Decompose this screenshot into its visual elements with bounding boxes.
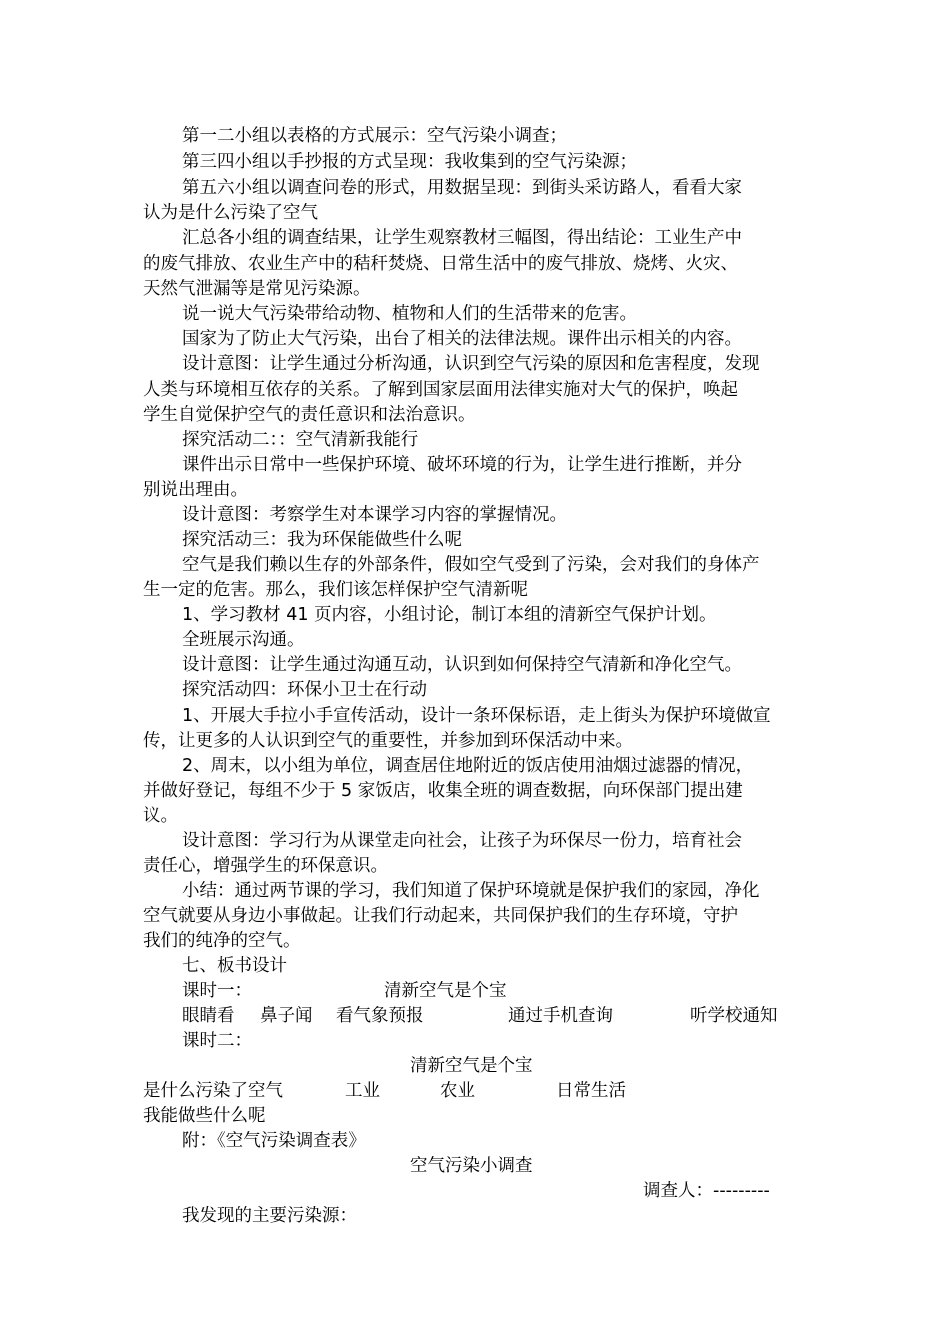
board-lesson1-label: 课时一： (182, 981, 252, 1001)
appendix-pollution-source-prompt: 我发现的主要污染源： (182, 1206, 357, 1226)
board-lesson2-row1-label: 是什么污染了空气 (143, 1081, 283, 1101)
paragraph-design-intent1-line1: 设计意图：让学生通过分析沟通，认识到空气污染的原因和危害程度，发现 (182, 354, 760, 374)
paragraph-group34: 第三四小组以手抄报的方式呈现：我收集到的空气污染源； (182, 152, 637, 172)
board-lesson2-row1-item: 日常生活 (556, 1081, 626, 1101)
board-lesson2-row2-label: 我能做些什么呢 (143, 1106, 266, 1126)
board-lesson2-row1-item: 工业 (345, 1081, 380, 1101)
paragraph-conclusion-line2: 空气就要从身边小事做起。让我们行动起来，共同保护我们的生存环境，守护 (143, 906, 738, 926)
appendix-title: 空气污染小调查 (410, 1156, 533, 1176)
paragraph-activity2-line1: 课件出示日常中一些保护环境、破坏环境的行为，让学生进行推断，并分 (182, 455, 742, 475)
paragraph-campaign-line1: 1、开展大手拉小手宣传活动，设计一条环保标语，走上街头为保护环境做宣 (182, 706, 771, 726)
paragraph-activity2-line2: 别说出理由。 (143, 480, 248, 500)
paragraph-activity3-line1: 空气是我们赖以生存的外部条件，假如空气受到了污染，会对我们的身体产 (182, 555, 760, 575)
board-lesson1-item: 眼睛看 (182, 1006, 235, 1026)
board-lesson2-title: 清新空气是个宝 (410, 1056, 533, 1076)
appendix-investigator: 调查人：--------- (643, 1181, 770, 1201)
paragraph-activity3-line2: 生一定的危害。那么，我们该怎样保护空气清新呢 (143, 580, 528, 600)
paragraph-weekend-line3: 议。 (143, 806, 178, 826)
paragraph-weekend-line2: 并做好登记，每组不少于 5 家饭店，收集全班的调查数据，向环保部门提出建 (143, 781, 743, 801)
heading-board-design: 七、板书设计 (182, 956, 287, 976)
paragraph-design-intent4-line2: 责任心，增强学生的环保意识。 (143, 856, 388, 876)
paragraph-textbook: 1、学习教材 41 页内容，小组讨论，制订本组的清新空气保护计划。 (182, 605, 717, 625)
paragraph-class-share: 全班展示沟通。 (182, 630, 305, 650)
board-lesson1-item: 看气象预报 (336, 1006, 424, 1026)
board-lesson1-item: 鼻子闻 (260, 1006, 313, 1026)
board-lesson2-row1-item: 农业 (440, 1081, 475, 1101)
board-lesson1-title: 清新空气是个宝 (384, 981, 507, 1001)
heading-activity3: 探究活动三：我为环保能做些什么呢 (182, 530, 462, 550)
paragraph-law: 国家为了防止大气污染，出台了相关的法律法规。课件出示相关的内容。 (182, 329, 742, 349)
paragraph-design-intent3: 设计意图：让学生通过沟通互动，认识到如何保持空气清新和净化空气。 (182, 655, 742, 675)
paragraph-conclusion-line1: 小结：通过两节课的学习，我们知道了保护环境就是保护我们的家园，净化 (182, 881, 760, 901)
board-lesson1-item: 通过手机查询 (508, 1006, 613, 1026)
heading-activity2: 探究活动二：：空气清新我能行 (182, 430, 419, 450)
paragraph-conclusion-line3: 我们的纯净的空气。 (143, 931, 301, 951)
board-lesson2-label: 课时二： (182, 1031, 252, 1051)
paragraph-campaign-line2: 传，让更多的人认识到空气的重要性，并参加到环保活动中来。 (143, 731, 633, 751)
paragraph-group12: 第一二小组以表格的方式展示：空气污染小调查； (182, 126, 567, 146)
paragraph-group56-line1: 第五六小组以调查问卷的形式，用数据呈现：到街头采访路人，看看大家 (182, 178, 742, 198)
appendix-label: 附：《空气污染调查表》 (182, 1131, 366, 1151)
paragraph-summary-line3: 天然气泄漏等是常见污染源。 (143, 279, 371, 299)
heading-activity4: 探究活动四：环保小卫士在行动 (182, 680, 427, 700)
paragraph-design-intent1-line3: 学生自觉保护空气的责任意识和法治意识。 (143, 405, 476, 425)
paragraph-summary-line2: 的废气排放、农业生产中的秸秆焚烧、日常生活中的废气排放、烧烤、火灾、 (143, 254, 738, 274)
paragraph-design-intent1-line2: 人类与环境相互依存的关系。了解到国家层面用法律实施对大气的保护，唤起 (143, 380, 738, 400)
paragraph-weekend-line1: 2、周末，以小组为单位，调查居住地附近的饭店使用油烟过滤器的情况， (182, 756, 754, 776)
paragraph-group56-line2: 认为是什么污染了空气 (143, 203, 318, 223)
paragraph-design-intent4-line1: 设计意图：学习行为从课堂走向社会，让孩子为环保尽一份力，培育社会 (182, 831, 742, 851)
board-lesson1-item: 听学校通知 (690, 1006, 778, 1026)
paragraph-design-intent2: 设计意图：考察学生对本课学习内容的掌握情况。 (182, 505, 567, 525)
paragraph-summary-line1: 汇总各小组的调查结果，让学生观察教材三幅图，得出结论：工业生产中 (182, 228, 742, 248)
paragraph-harm: 说一说大气污染带给动物、植物和人们的生活带来的危害。 (182, 304, 637, 324)
